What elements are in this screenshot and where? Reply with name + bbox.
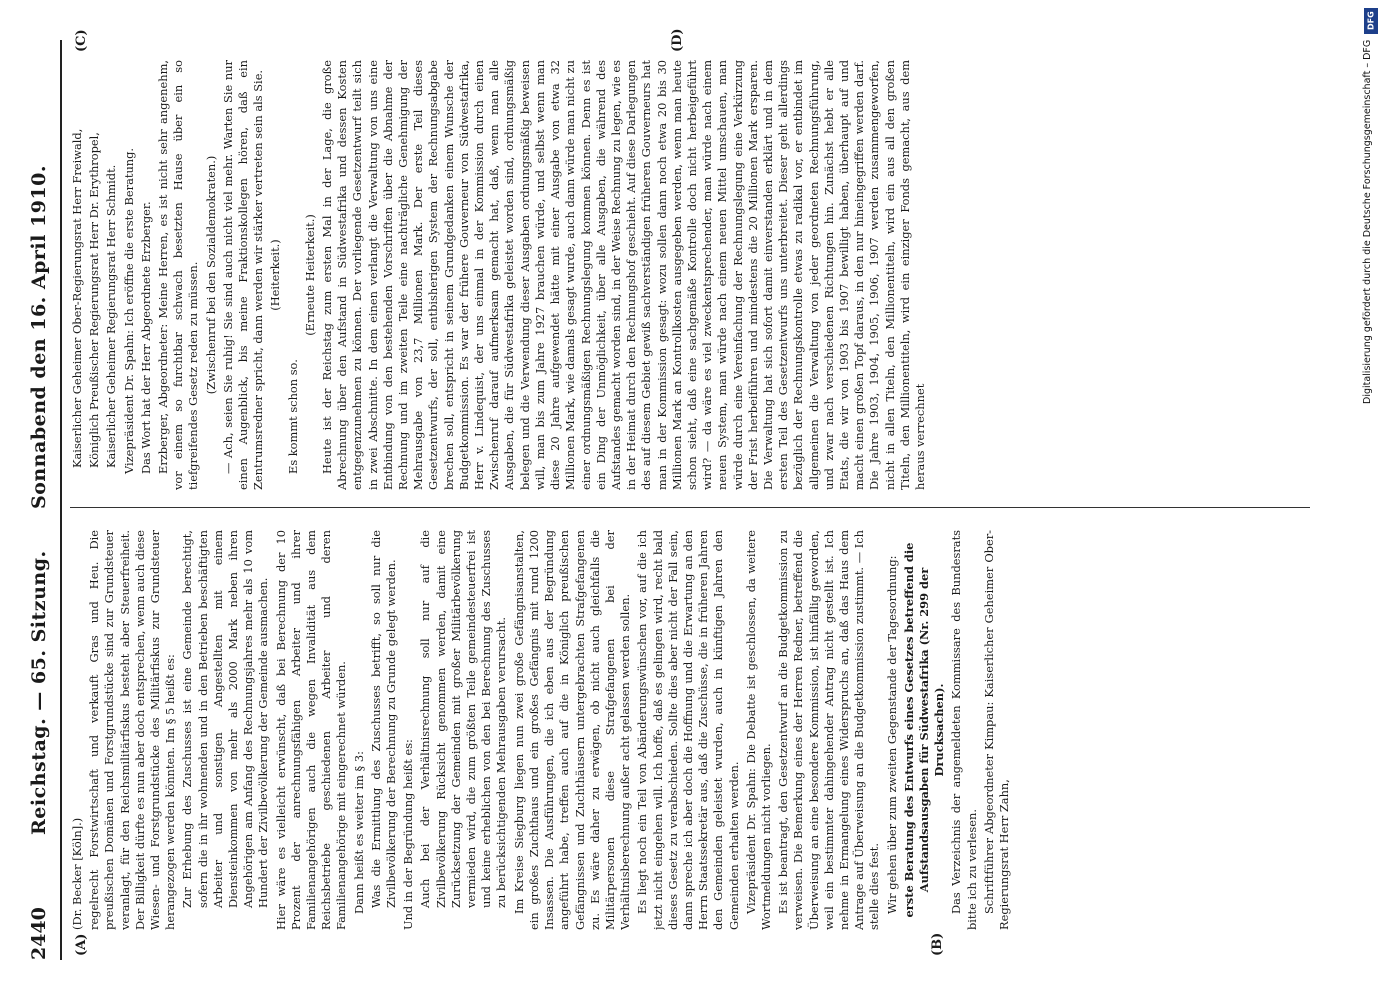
margin-mark-c: (C) (74, 29, 89, 52)
running-head (28, 40, 50, 960)
page-number: 2440 (28, 907, 50, 960)
paragraph: Hier wäre es vielleicht erwünscht, daß bei Berechnung der 10 Prozent der anrechnungsfähigen Arbeiter und ihrer Familienangehörigen auch die wegen Invalidität aus dem Reichsbetriebe geschiedenen Arbeiter und deren Familienangehörige mit eingerechnet würden. (273, 530, 349, 930)
paragraph: Vizepräsident Dr. Spahn: Ich eröffne die erste Beratung. (121, 147, 136, 474)
digitization-note: Digitalisierung gefördert durch die Deutsche Forschungsgemeinschaft – DFG (1362, 40, 1373, 405)
paragraph: regelrecht Forstwirtschaft und verkauft Gras und Heu. Die preußischen Domänen und Forstgrundstücke sind zur Grundsteuer veranlagt, für den Reichsmilitärfiskus besteht aber Steuerfreiheit. Der Billigkeit dürfte es nun aber doch entsprechen, wenn auch diese Wiesen- und Forstgrundstücke des Militärfiskus zur Grundsteuer herangezogen werden könnten. Im § 5 heißt es: (87, 530, 178, 930)
interjection: (Erneute Heiterkeit.) (302, 214, 317, 336)
paragraph: — Ach, seien Sie ruhig! Sie sind auch nicht viel mehr. Warten Sie nur einen Augenblick, bis meine Fraktionskollegen hören, daß ein Zentrumsredner spricht, dann werden wir stärker vertreten sein als Sie. (220, 60, 266, 490)
quote: Was die Ermittlung des Zuschusses betrifft, so soll nur die Zivilbevölkerung der Berechnung zu Grunde gelegt werden. (368, 530, 399, 908)
paragraph: Heute ist der Reichstag zum ersten Mal in der Lage, die große Abrechnung über den Aufstand in Südwestafrika und dessen Kosten entgegenzunehmen zu können. Der vorliegende Gesetzentwurf teilt sich in zwei Abschnitte. In dem einen verlangt die Verwaltung von uns eine Entbindung von den bestehenden Vorschriften über die Abnahme der Rechnung und im zweiten Teile eine nachträgliche Genehmigung der Mehrausgabe von 23,7 Millionen Mark. Der erste Teil dieses Gesetzentwurfs, der soll, entbisherigen System der Rechnungsabgabe brechen soll, entspricht in seinem Grundgedanken einem Wunsche der Budgetkommission. Es war der frühere Gouverneur von Südwestafrika, Herr v. Lindequist, der uns einmal in der Kommission durch einen Zwischenruf darauf aufmerksam gemacht hat, daß, wenn man alle Ausgaben, die für Südwestafrika geleistet worden sind, ordnungsmäßig belegen und die Verwendung dieser Ausgaben ordnungsmäßig beweisen will, man bis zum Jahre 1927 brauchen würde, und selbst wenn man diese 20 Jahre aufgewendet hätte mit einer Ausgabe von etwa 32 Millionen Mark, wie damals gesagt wurde, auch dann würde man nicht zu einer ordnungsmäßigen Rechnungslegung kommen können. Denn es ist ein Ding der Unmöglichkeit, über alle Ausgaben, die während des Aufstandes gemacht worden sind, in der Weise Rechnung zu legen, wie es in der Heimat durch den Rechnungshof geschieht. Auf diese Darlegungen des auf diesem Gebiet gewiß sachverständigen früheren Gouverneurs hat man in der Kommission gesagt: wozu sollen dann noch etwa 20 bis 30 Millionen Mark an Kontrollkosten ausgegeben werden, wenn man heute schon sieht, daß eine sachgemäße Kontrolle doch nicht herbeigeführt wird? — da wäre es viel zweckentsprechender, man würde nach einem neuen System, man würde nach einem neuen Mittel umschauen, man würde durch eine Vereinfachung der Rechnungslegung eine Verkürzung der Frist herbeiführen und mindestens die 20 Millionen Mark ersparen. Die Verwaltung hat sich sofort damit einverstanden erklärt und in dem ersten Teil des Gesetzentwurfs uns unterbreitet. Dieser geht allerdings bezüglich der Rechnungskontrolle etwas zu radikal vor, er entbindet im allgemeinen die Verwaltung von jeder geordneten Rechnungsführung, und zwar nach verschiedenen Richtungen hin. Zunächst hebt er alle Etats, die wir von 1903 bis 1907 bewilligt haben, überhaupt auf und macht einen großen Topf daraus, in den nur hineingegriffen werden darf. Die Jahre 1903, 1904, 1905, 1906, 1907 werden zusammengeworfen, nicht in allen Titeln, den Millionentiteln, wird ein aus all den großen Titeln, den Millionentiteln, wird ein einziger Fonds gemacht, aus dem heraus verrechnet (320, 60, 927, 490)
column-divider (70, 507, 1310, 508)
paragraph: Es ist beantragt, den Gesetzentwurf an die Budgetkommission zu verweisen. Die Bemerkung eines der Herren Redner, betreffend die Überweisung an eine besondere Kommission, ist hinfällig geworden, weil ein bestimmter dahingehender Antrag nicht gestellt ist. Ich nehme in Ermangelung eines Widerspruchs an, daß das Haus dem Antrage auf Überweisung an die Budgetkommission zustimmt. — Ich stelle dies fest. (776, 530, 882, 930)
paragraph: Das Wort hat der Herr Abgeordnete Erzberger. (138, 201, 153, 474)
paragraph: Im Kreise Siegburg liegen nun zwei große Gefängnisanstalten, ein großes Zuchthaus und ein großes Gefängnis mit rund 1200 Insassen. Die Ausführungen, die ich eben aus der Begründung angeführt habe, treffen auch auf die in Königlich preußischen Gefängnissen und Zuchthäusern untergebrachten Strafgefangenen zu. Es wäre daher zu erwägen, ob nicht auch gleichfalls die Militärpersonen diese Strafgefangenen bei der Verhältnisberechnung außer acht gelassen werden sollen. (511, 530, 633, 930)
commissioner: Königlich Preußischer Regierungsrat Herr Dr. Erythropel, (87, 132, 102, 468)
quote: Zur Erhebung des Zuschusses ist eine Gemeinde berechtigt, sofern die in ihr wohnenden und in den Betrieben beschäftigten Arbeiter und sonstigen Angestellten mit einem Diensteinkommen von mehr als 2000 Mark neben ihren Angehörigen am Anfang des Rechnungsjahres mehr als 10 vom Hundert der Zivilbevölkerung der Gemeinde ausmachen. (180, 530, 271, 908)
dfg-logo: DFG (1364, 8, 1378, 34)
session-title: Reichstag. — 65. Sitzung. (28, 550, 50, 835)
paragraph: Es liegt noch ein Teil von Abänderungswünschen vor, auf die ich jetzt nicht eingehen will. Ich hoffe, daß es gelingen wird, recht bald dieses Gesetz zu verabschieden. Sollte dies aber nicht der Fall sein, dann spreche ich aber doch die Hoffnung und die Erwartung an den Herrn Staatssekretär aus, daß die Zuschüsse, die in früheren Jahren den Gemeinden geleistet wurden, auch in künftigen Jahren den Gemeinden erhalten werden. (635, 530, 741, 930)
paragraph: Erzberger, Abgeordneter: Meine Herren, es ist nicht sehr angenehm, vor einem so furchtbar schwach besetzten Hause über ein so tiefgreifendes Gesetz reden zu müssen. (156, 60, 201, 490)
session-date: Sonnabend den 16. April 1910. (28, 165, 50, 509)
page-header (28, 40, 58, 960)
paragraph: Dann heißt es weiter im § 3: (351, 751, 366, 914)
interjection: (Zwischenruf bei den Sozialdemokraten.) (203, 155, 218, 395)
speaker-ref: (Dr. Becker [Köln].) (70, 817, 84, 930)
commissioner: Kaiserlicher Geheimer Ober-Regierungsrat Herr Freiwald, (70, 128, 84, 468)
paragraph: Wir gehen über zum zweiten Gegenstande der Tagesordnung: (884, 555, 899, 914)
quote: Auch bei der Verhältnisrechnung soll nur auf die Zivilbevölkerung Rücksicht genommen werden, damit eine Zurücksetzung der Gemeinden mit großer Militärbevölkerung vermieden wird, die zum größten Teile gemeindesteuerfrei ist und keine erheblichen von den bei Berechnung des Zuschusses zu berücksichtigenden Mehrausgaben verursacht. (418, 530, 509, 908)
margin-mark-d: (D) (670, 28, 685, 52)
margin-mark-b: (B) (930, 932, 945, 956)
header-rule (60, 40, 62, 960)
interjection: (Heiterkeit.) (268, 239, 283, 311)
paragraph: Schriftführer Abgeordneter Kimpau: Kaiserlicher Geheimer Ober-Regierungsrat Herr Zahn, (981, 530, 1011, 930)
margin-mark-a: (A) (74, 933, 89, 956)
left-column (70, 530, 1310, 930)
right-column (70, 60, 1310, 490)
commissioner: Kaiserlicher Geheimer Regierungsrat Herr Schmidt. (104, 164, 119, 468)
paragraph: Vizepräsident Dr. Spahn: Die Debatte ist geschlossen, da weitere Wortmeldungen nicht vorliegen. (743, 530, 773, 930)
paragraph: Es kommt schon so. (285, 359, 300, 474)
paragraph: Das Verzeichnis der angemeldeten Kommissare des Bundesrats bitte ich zu verlesen. (949, 530, 979, 930)
paragraph: Und in der Begründung heißt es: (401, 739, 416, 930)
agenda-item: erste Beratung des Entwurfs eines Gesetzes betreffend die Aufstandsausgaben für Südwestafrika (Nr. 299 der Drucksachen). (901, 542, 947, 918)
